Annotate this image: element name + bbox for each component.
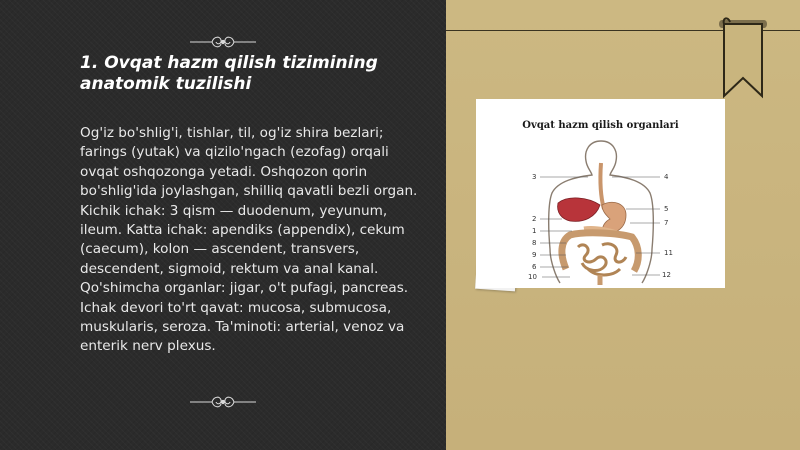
label-7: 7 bbox=[664, 219, 669, 227]
scroll-ornament-icon bbox=[188, 393, 258, 411]
label-1: 1 bbox=[532, 227, 537, 235]
slide-title: 1. Ovqat hazm qilish tizimining anatomik tuzilishi bbox=[80, 53, 378, 94]
label-5: 5 bbox=[664, 205, 669, 213]
digestive-system-illustration bbox=[526, 137, 676, 285]
digestive-organs-figure bbox=[476, 99, 725, 288]
label-2: 2 bbox=[532, 215, 537, 223]
label-6: 6 bbox=[532, 263, 537, 271]
label-12: 12 bbox=[662, 271, 671, 279]
label-3: 3 bbox=[532, 173, 537, 181]
label-9: 9 bbox=[532, 251, 537, 259]
figure-caption: Ovqat hazm qilish organlari bbox=[522, 120, 679, 131]
label-8: 8 bbox=[532, 239, 537, 247]
scroll-ornament-icon bbox=[188, 33, 258, 51]
slide-body-text: Og'iz bo'shlig'i, tishlar, til, og'iz shira bezlari; farings (yutak) va qizilo'ngach (ezofag) orqali ovqat oshqozonga yetadi. Oshqozon qorin bo'shlig'ida joylashgan, shilliq qavatli bezli organ. Kichik ichak: 3 qism — duodenum, yeyunum, ileum. Katta ichak: apendiks (appendix), cekum (caecum), kolon — ascendent, transvers, descendent, sigmoid, rektum va anal kanal. Qo'shimcha organlar: jigar, o't pufagi, pancreas. Ichak devori to'rt qavat: mucosa, submucosa, muskularis, seroza. Ta'minoti: arterial, venoz va enterik nerv plexus. bbox=[80, 125, 418, 355]
label-10: 10 bbox=[528, 273, 537, 281]
label-11: 11 bbox=[664, 249, 673, 257]
label-4: 4 bbox=[664, 173, 669, 181]
bookmark-ribbon-icon bbox=[716, 14, 770, 100]
